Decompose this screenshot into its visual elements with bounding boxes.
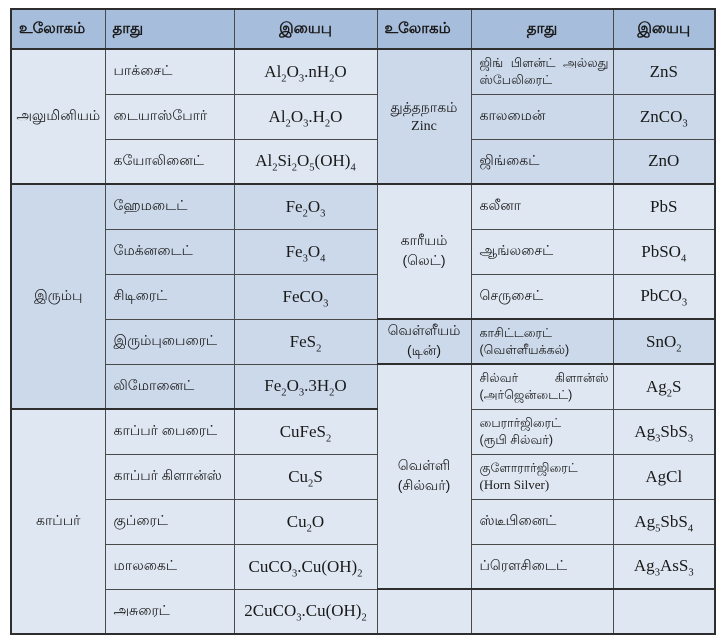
ores-table xyxy=(10,8,716,635)
ore-cell: கலீனா xyxy=(471,184,613,229)
ore-cell: கயோலினைட் xyxy=(105,139,234,184)
ore-cell: காப்பர் பைரைட் xyxy=(105,409,234,454)
header-formula-right: இயைபு xyxy=(613,9,715,49)
ore-name-line: (Horn Silver) xyxy=(479,477,550,493)
ore-cell: ஜிங்கைட் xyxy=(471,139,613,184)
ore-cell: மாலகைட் xyxy=(105,544,234,589)
ore-cell xyxy=(471,49,613,94)
metal-cell xyxy=(377,319,471,364)
table-row xyxy=(11,319,715,364)
formula-cell: $Al_2Si_2O_5(OH)_4$ xyxy=(234,139,377,184)
formula-cell: $Al_2O_3.nH_2O$ xyxy=(234,49,377,94)
formula-cell: $2CuCO_3.Cu(OH)_2$ xyxy=(234,589,377,634)
metal-subtitle: Zinc xyxy=(411,118,437,134)
table-row xyxy=(11,49,715,94)
table-row xyxy=(11,544,715,589)
ore-cell xyxy=(471,319,613,364)
formula-cell: $Cu_2S$ xyxy=(234,454,377,499)
formula-cell xyxy=(613,589,715,634)
metal-cell xyxy=(377,364,471,589)
ore-name-line: (ரூபி சில்வர்) xyxy=(479,432,554,447)
ore-cell: காலமைன் xyxy=(471,94,613,139)
metal-name: காப்பர் xyxy=(36,512,81,528)
metal-subtitle: (லெட்) xyxy=(402,252,446,268)
formula-cell: $Ag_3SbS_3$ xyxy=(613,409,715,454)
table-row xyxy=(11,409,715,454)
header-ore-right: தாது xyxy=(471,9,613,49)
ore-cell: ப்ரௌசிடைட் xyxy=(471,544,613,589)
ore-cell xyxy=(471,364,613,409)
table-row xyxy=(11,229,715,274)
metal-name: அலுமினியம் xyxy=(16,107,101,123)
header-ore-left: தாது xyxy=(105,9,234,49)
formula-cell: PbCO$_3$ xyxy=(613,274,715,319)
formula-cell: $Fe_2O_3.3H_2O$ xyxy=(234,364,377,409)
ore-cell xyxy=(471,454,613,499)
metal-cell xyxy=(11,184,105,409)
metal-name: காரீயம் xyxy=(400,232,448,248)
ore-name-line: காசிட்டரைட் xyxy=(479,326,552,340)
table-row xyxy=(11,364,715,409)
formula-cell: CuFeS$_2$ xyxy=(234,409,377,454)
table-header-row xyxy=(11,9,715,49)
table-body xyxy=(11,49,715,634)
table-row xyxy=(11,454,715,499)
ore-cell: டையாஸ்போர் xyxy=(105,94,234,139)
ore-cell: பாக்சைட் xyxy=(105,49,234,94)
formula-cell: AgCl xyxy=(613,454,715,499)
ore-name-line: சில்வர் கிளான்ஸ் xyxy=(479,371,609,386)
header-formula-left: இயைபு xyxy=(234,9,377,49)
ore-cell: இரும்புபைரைட் xyxy=(105,319,234,364)
formula-cell: PbS xyxy=(613,184,715,229)
ore-name-line: ஜிங் பிளன்ட் அல்லது xyxy=(479,56,609,71)
formula-cell: $Ag_5SbS_4$ xyxy=(613,499,715,544)
metal-subtitle: (டின்) xyxy=(406,342,442,358)
ore-name-line: பைரார்ஜிரைட் xyxy=(479,416,562,430)
ore-name-line: (வெள்ளீயக்கல்) xyxy=(479,342,570,357)
formula-cell: FeS$_2$ xyxy=(234,319,377,364)
ore-cell: அசுரைட் xyxy=(105,589,234,634)
metal-cell xyxy=(377,49,471,184)
table-row xyxy=(11,589,715,634)
formula-cell: SnO$_2$ xyxy=(613,319,715,364)
formula-cell: FeCO$_3$ xyxy=(234,274,377,319)
ore-cell: காப்பர் கிளான்ஸ் xyxy=(105,454,234,499)
formula-cell: $Cu_2O$ xyxy=(234,499,377,544)
metal-cell xyxy=(377,184,471,319)
table-row xyxy=(11,94,715,139)
metal-cell xyxy=(377,589,471,634)
ore-cell: குப்ரைட் xyxy=(105,499,234,544)
formula-cell: ZnS xyxy=(613,49,715,94)
ore-cell: சிடிரைட் xyxy=(105,274,234,319)
ore-cell xyxy=(471,589,613,634)
ore-cell: ஆங்லசைட் xyxy=(471,229,613,274)
table-row xyxy=(11,499,715,544)
ore-cell: லிமோனைட் xyxy=(105,364,234,409)
metal-name: துத்தநாகம் xyxy=(390,98,458,115)
metal-cell xyxy=(11,49,105,184)
ore-cell: ஸ்டீபினைட் xyxy=(471,499,613,544)
formula-cell: $Fe_3O_4$ xyxy=(234,229,377,274)
metal-cell xyxy=(11,409,105,634)
formula-cell: $CuCO_3.Cu(OH)_2$ xyxy=(234,544,377,589)
metal-subtitle: (சில்வர்) xyxy=(397,477,451,493)
ore-name-line: ஸ்பேலிரைட் xyxy=(479,72,553,87)
formula-cell: PbSO$_4$ xyxy=(613,229,715,274)
ore-name-line: (அர்ஜென்டைட்) xyxy=(479,387,573,402)
table-row xyxy=(11,184,715,229)
formula-cell: ZnCO$_3$ xyxy=(613,94,715,139)
ore-cell: செருசைட் xyxy=(471,274,613,319)
formula-cell: ZnO xyxy=(613,139,715,184)
metal-name: இரும்பு xyxy=(34,287,83,303)
table-row xyxy=(11,274,715,319)
formula-cell: $Fe_2O_3$ xyxy=(234,184,377,229)
formula-cell: $Al_2O_3.H_2O$ xyxy=(234,94,377,139)
table-row xyxy=(11,139,715,184)
ore-cell xyxy=(471,409,613,454)
formula-cell: $Ag_3AsS_3$ xyxy=(613,544,715,589)
metal-name: வெள்ளீயம் xyxy=(387,322,461,338)
ore-cell: ஹேமடைட் xyxy=(105,184,234,229)
ore-cell: மேக்னடைட் xyxy=(105,229,234,274)
metal-name: வெள்ளி xyxy=(397,457,451,473)
formula-cell: $Ag_2S$ xyxy=(613,364,715,409)
header-metal-left: உலோகம் xyxy=(11,9,105,49)
ore-name-line: குளோரார்ஜிரைட் xyxy=(479,460,578,475)
header-metal-right: உலோகம் xyxy=(377,9,471,49)
